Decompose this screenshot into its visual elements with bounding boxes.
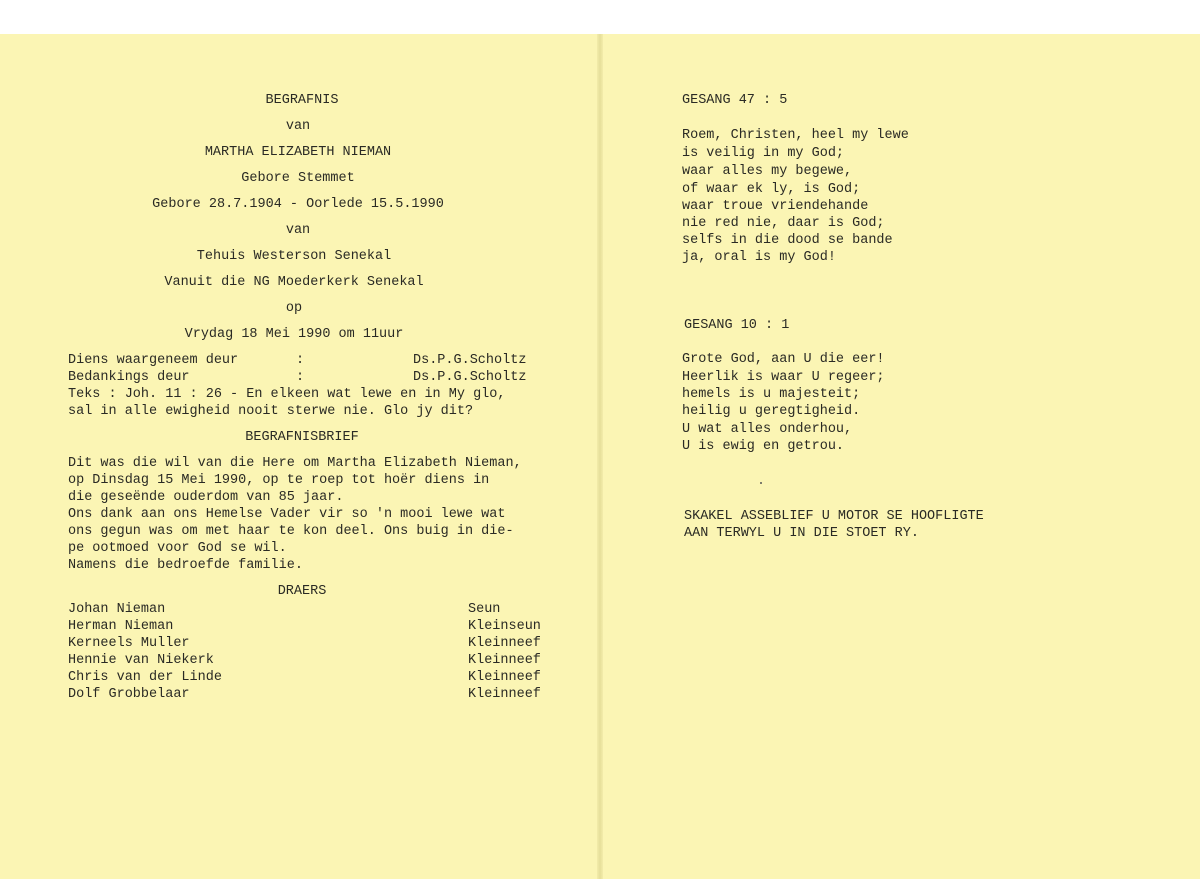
bearer-name: Chris van der Linde xyxy=(68,670,222,685)
bearer-row xyxy=(68,618,548,635)
hymn-1-line: waar troue vriendehande xyxy=(682,199,869,214)
headlights-notice-line: SKAKEL ASSEBLIEF U MOTOR SE HOOFLIGTE xyxy=(684,509,984,524)
hymn-2-title: GESANG 10 : 1 xyxy=(684,318,790,333)
letter-line: Namens die bedroefde familie. xyxy=(68,558,303,573)
letter-line: Dit was die wil van die Here om Martha Elizabeth Nieman, xyxy=(68,456,522,471)
bearer-relation: Kleinneef xyxy=(468,636,541,651)
service-value: Ds.P.G.Scholtz xyxy=(413,370,527,385)
bearer-row xyxy=(68,601,548,618)
letter-line: ons gegun was om met haar te kon deel. Ons buig in die- xyxy=(68,524,514,539)
hymn-2-line: Grote God, aan U die eer! xyxy=(682,352,885,367)
life-dates: Gebore 28.7.1904 - Oorlede 15.5.1990 xyxy=(152,197,444,212)
hymn-2-line: U wat alles onderhou, xyxy=(682,422,853,437)
maiden-name: Gebore Stemmet xyxy=(241,171,355,186)
bearer-name: Dolf Grobbelaar xyxy=(68,687,190,702)
hymn-1-line: ja, oral is my God! xyxy=(682,250,836,265)
ink-speck xyxy=(760,482,762,484)
scripture-line: Teks : Joh. 11 : 26 - En elkeen wat lewe en in My glo, xyxy=(68,387,506,402)
van-line-2: van xyxy=(285,223,311,238)
hymn-2-line: heilig u geregtigheid. xyxy=(682,404,861,419)
headlights-notice-line: AAN TERWYL U IN DIE STOET RY. xyxy=(684,526,919,541)
hymn-1-line: is veilig in my God; xyxy=(682,146,845,161)
bearer-row xyxy=(68,686,548,703)
service-value: Ds.P.G.Scholtz xyxy=(413,353,527,368)
bearer-name: Herman Nieman xyxy=(68,619,174,634)
bearer-name: Johan Nieman xyxy=(68,602,166,617)
bearer-relation: Kleinneef xyxy=(468,687,541,702)
service-separator: : xyxy=(296,370,305,385)
letter-line: Ons dank aan ons Hemelse Vader vir so 'n mooi lewe wat xyxy=(68,507,506,522)
service-row xyxy=(68,352,548,369)
bearer-relation: Kleinneef xyxy=(468,653,541,668)
van-line-1: van xyxy=(285,119,311,134)
hymn-1-line: of waar ek ly, is God; xyxy=(682,182,861,197)
bearer-relation: Seun xyxy=(468,602,501,617)
service-datetime: Vrydag 18 Mei 1990 om 11uur xyxy=(184,327,404,342)
document-heading: BEGRAFNIS xyxy=(265,93,339,108)
letter-line: pe ootmoed voor God se wil. xyxy=(68,541,287,556)
hymn-1-title: GESANG 47 : 5 xyxy=(682,93,788,108)
bearers-heading: DRAERS xyxy=(277,584,327,599)
service-separator: : xyxy=(296,353,305,368)
service-label: Bedankings deur xyxy=(68,370,190,385)
hymn-2-line: Heerlik is waar U regeer; xyxy=(682,370,885,385)
church-name: Vanuit die NG Moederkerk Senekal xyxy=(164,275,424,290)
bearer-row xyxy=(68,635,548,652)
hymn-1-line: waar alles my begewe, xyxy=(682,164,853,179)
bearer-row xyxy=(68,669,548,686)
letter-line: die geseënde ouderdom van 85 jaar. xyxy=(68,490,344,505)
service-row xyxy=(68,369,548,386)
hymn-2-line: hemels is u majesteit; xyxy=(682,387,861,402)
letter-heading: BEGRAFNISBRIEF xyxy=(245,430,359,445)
hymn-2-line: U is ewig en getrou. xyxy=(682,439,845,454)
bearer-name: Hennie van Niekerk xyxy=(68,653,214,668)
hymn-1-line: selfs in die dood se bande xyxy=(682,233,893,248)
bearer-relation: Kleinneef xyxy=(468,670,541,685)
bearer-relation: Kleinseun xyxy=(468,619,541,634)
bearer-row xyxy=(68,652,548,669)
scripture-line: sal in alle ewigheid nooit sterwe nie. Glo jy dit? xyxy=(68,404,474,419)
deceased-name: MARTHA ELIZABETH NIEMAN xyxy=(204,145,392,160)
op-line: op xyxy=(285,301,303,316)
hymn-1-line: Roem, Christen, heel my lewe xyxy=(682,128,909,143)
page-fold xyxy=(597,34,603,879)
home-name: Tehuis Westerson Senekal xyxy=(196,249,392,264)
letter-line: op Dinsdag 15 Mei 1990, op te roep tot hoër diens in xyxy=(68,473,490,488)
service-label: Diens waargeneem deur xyxy=(68,353,239,368)
bearer-name: Kerneels Muller xyxy=(68,636,190,651)
hymn-1-line: nie red nie, daar is God; xyxy=(682,216,885,231)
